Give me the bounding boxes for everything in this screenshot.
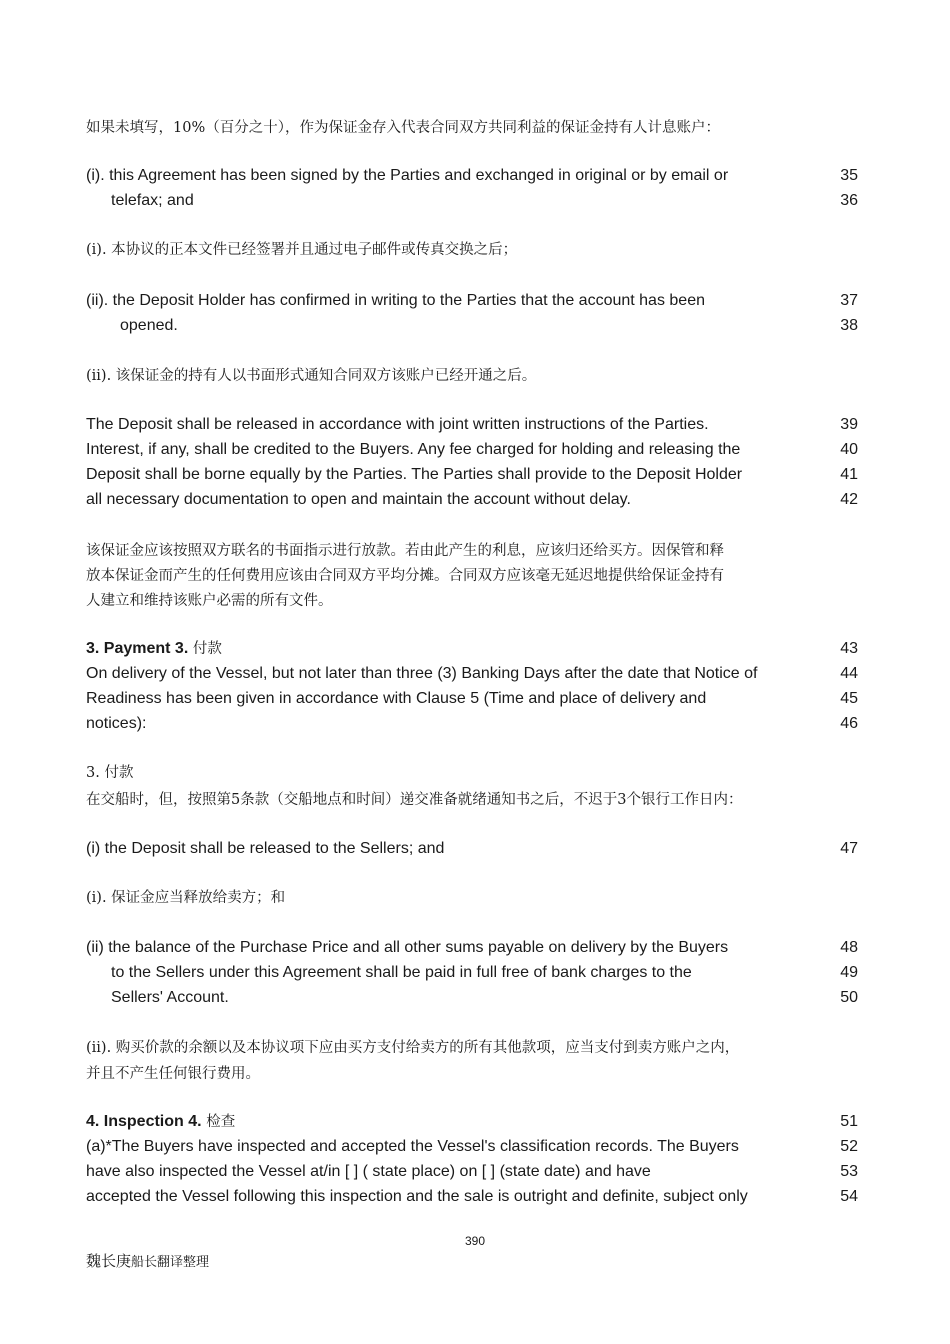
footer-name: 魏长庚 bbox=[86, 1252, 132, 1270]
english-text-line: Readiness has been given in accordance with Clause 5 (Time and place of delivery and bbox=[86, 690, 707, 707]
line-number: 38 bbox=[840, 317, 858, 334]
chinese-text-line: (i). 本协议的正本文件已经签署并且通过电子邮件或传真交换之后； bbox=[86, 242, 518, 258]
line-number: 40 bbox=[840, 441, 858, 458]
line-number: 53 bbox=[840, 1163, 858, 1180]
line-number: 39 bbox=[840, 416, 858, 433]
section-heading bbox=[86, 639, 222, 659]
chinese-text-line: (ii). 购买价款的余额以及本协议项下应由买方支付给卖方的所有其他款项，应当支付到卖方账户之内， bbox=[86, 1040, 740, 1056]
line-number: 41 bbox=[840, 466, 858, 483]
english-text-line: Interest, if any, shall be credited to the Buyers. Any fee charged for holding and releasing the bbox=[86, 441, 741, 458]
chinese-text-line: (i). 保证金应当释放给卖方；和 bbox=[86, 890, 286, 906]
footer-credit bbox=[86, 1250, 209, 1271]
chinese-text-line: 3. 付款 bbox=[86, 765, 134, 781]
heading-en: 4. Inspection 4. bbox=[86, 1113, 202, 1130]
heading-zh: 付款 bbox=[188, 641, 222, 657]
section-heading bbox=[86, 1112, 235, 1132]
english-text-line: (ii) the balance of the Purchase Price and all other sums payable on delivery by the Buyers bbox=[86, 939, 729, 956]
english-text-line: (i) the Deposit shall be released to the Sellers; and bbox=[86, 840, 445, 857]
english-text-line: accepted the Vessel following this inspection and the sale is outright and definite, subject only bbox=[86, 1188, 748, 1205]
english-text-line: Sellers' Account. bbox=[111, 989, 229, 1006]
chinese-text-line: 人建立和维持该账户必需的所有文件。 bbox=[86, 593, 333, 609]
line-number: 42 bbox=[840, 491, 858, 508]
line-number: 46 bbox=[840, 715, 858, 732]
english-text-line: to the Sellers under this Agreement shall be paid in full free of bank charges to the bbox=[111, 964, 692, 981]
line-number: 54 bbox=[840, 1188, 858, 1205]
line-number: 45 bbox=[840, 690, 858, 707]
heading-zh: 检查 bbox=[201, 1114, 236, 1130]
line-number: 49 bbox=[840, 964, 858, 981]
english-text-line: (i). this Agreement has been signed by the Parties and exchanged in original or by email or bbox=[86, 167, 729, 184]
english-text-line: all necessary documentation to open and maintain the account without delay. bbox=[86, 491, 631, 508]
chinese-text-line: (ii). 该保证金的持有人以书面形式通知合同双方该账户已经开通之后。 bbox=[86, 368, 537, 384]
english-text-line: The Deposit shall be released in accordance with joint written instructions of the Parties. bbox=[86, 416, 709, 433]
page-number: 390 bbox=[464, 1234, 486, 1248]
chinese-text-line: 如果未填写，10%（百分之十），作为保证金存入代表合同双方共同利益的保证金持有人计息账户： bbox=[86, 120, 720, 136]
line-number: 48 bbox=[840, 939, 858, 956]
english-text-line: opened. bbox=[120, 317, 178, 334]
chinese-text-line: 并且不产生任何银行费用。 bbox=[86, 1066, 260, 1082]
line-number: 52 bbox=[840, 1138, 858, 1155]
heading-en: 3. Payment 3. bbox=[86, 640, 189, 657]
english-text-line: Deposit shall be borne equally by the Parties. The Parties shall provide to the Deposit Holder bbox=[86, 466, 743, 483]
chinese-text-line: 该保证金应该按照双方联名的书面指示进行放款。若由此产生的利息，应该归还给买方。因保管和释 bbox=[86, 543, 724, 559]
english-text-line: (ii). the Deposit Holder has confirmed in writing to the Parties that the account has been bbox=[86, 292, 705, 309]
footer-title: 船长翻译整理 bbox=[131, 1255, 210, 1270]
english-text-line: (a)*The Buyers have inspected and accepted the Vessel's classification records. The Buyers bbox=[86, 1138, 739, 1155]
line-number: 47 bbox=[840, 840, 858, 857]
english-text-line: On delivery of the Vessel, but not later than three (3) Banking Days after the date that Notice of bbox=[86, 665, 758, 682]
line-number: 37 bbox=[840, 292, 858, 309]
chinese-text-line: 在交船时，但，按照第5条款（交船地点和时间）递交准备就绪通知书之后，不迟于3个银行工作日内： bbox=[86, 792, 743, 808]
line-number: 35 bbox=[840, 167, 858, 184]
english-text-line: notices): bbox=[86, 715, 147, 732]
line-number: 44 bbox=[840, 665, 858, 682]
line-number: 36 bbox=[840, 192, 858, 209]
chinese-text-line: 放本保证金而产生的任何费用应该由合同双方平均分摊。合同双方应该毫无延迟地提供给保证金持有 bbox=[86, 568, 724, 584]
line-number: 51 bbox=[840, 1113, 858, 1130]
line-number: 43 bbox=[840, 640, 858, 657]
english-text-line: have also inspected the Vessel at/in [ ] ( state place) on [ ] (state date) and have bbox=[86, 1163, 651, 1180]
english-text-line: telefax; and bbox=[111, 192, 194, 209]
line-number: 50 bbox=[840, 989, 858, 1006]
